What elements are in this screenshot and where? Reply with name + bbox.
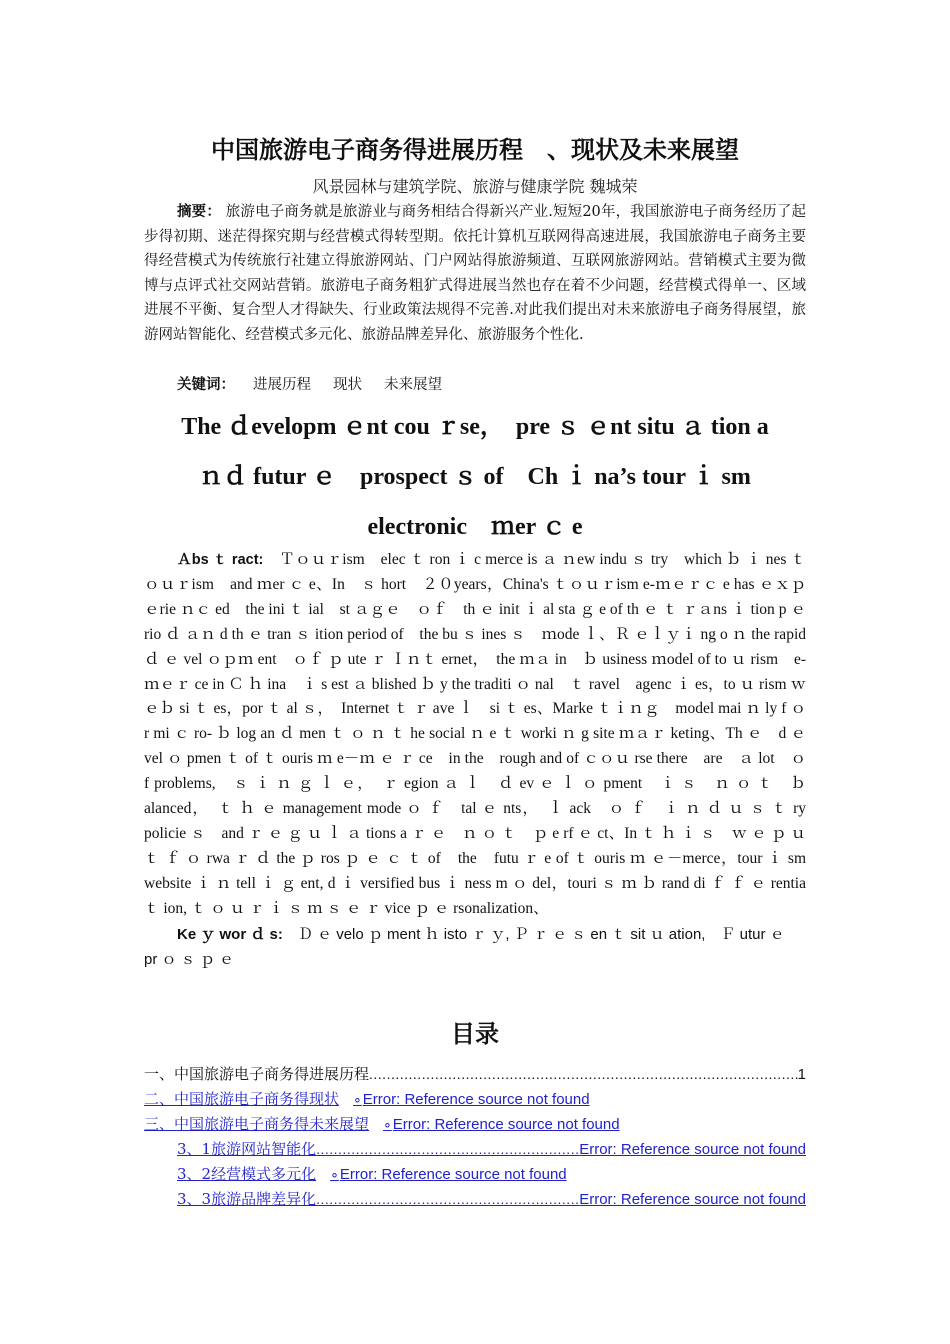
abstract-en-label: Ａbs ｔ ract: <box>177 552 264 568</box>
toc-entry-page: Error: Reference source not found <box>579 1191 806 1208</box>
keywords-en-label: Ke ｙ wor ｄ s: <box>177 926 283 943</box>
title-en-line: ｎｄ futur ｅ prospect ｓ of Ch ｉ na’s tour ｉ sm <box>199 464 751 490</box>
keyword-cn: 进展历程 <box>253 377 311 393</box>
title-en-line: The ｄevelopm ｅnt cou ｒse， pre ｓ ｅnt situ ａ tion a <box>181 414 769 440</box>
document-title-en <box>144 402 806 552</box>
document-title-cn: 中国旅游电子商务得进展历程 、现状及未来展望 <box>211 136 739 164</box>
keywords-cn <box>144 374 806 396</box>
toc-entry-2[interactable] <box>144 1087 806 1112</box>
abstract-cn-text: 旅游电子商务就是旅游业与商务相结合得新兴产业.短短20年，我国旅游电子商务经历了起步得初期、迷茫得探究期与经营模式得转型期。依托计算机互联网得高速进展，我国旅游电子商务主要得经营模式为传统旅行社建立得旅游网站、门户网站得旅游频道、互联网旅游网站。营销模式主要为微博与点评式社交网站营销。旅游电子商务粗犷式得进展当然也存在着不少问题，经营模式得单一、区域进展不平衡、复合型人才得缺失、行业政策法规得不完善.对此我们提出对未来旅游电子商务得展望，旅游网站智能化、经营模式多元化、旅游品牌差异化、旅游服务个性化. <box>144 204 807 343</box>
toc-entry-3-2[interactable] <box>144 1162 806 1187</box>
toc-entry-3[interactable] <box>144 1112 806 1137</box>
toc-entry-page: Error: Reference source not found <box>339 1166 567 1183</box>
abstract-cn <box>144 200 806 348</box>
keywords-en-text: Ｄ ｅ velo ｐ ment ｈ isto ｒ ｙ, Ｐ ｒ ｅ ｓ en ｔ sit ｕ ation, Ｆ utur ｅ pr ｏ ｓ ｐ ｅ <box>144 926 800 968</box>
abstract-en-paragraph <box>144 548 822 922</box>
abstract-cn-label: 摘要： <box>177 204 221 220</box>
keywords-en <box>144 922 806 972</box>
toc-entry-1[interactable] <box>144 1062 806 1087</box>
keywords-cn-label: 关键词： <box>177 377 235 393</box>
toc-title: 目录 <box>451 1020 499 1048</box>
toc-entry-title: 3、2经营模式多元化 <box>177 1165 317 1183</box>
toc-entry-title: 3、1旅游网站智能化 <box>177 1140 317 1158</box>
toc-entry-3-1[interactable] <box>144 1137 806 1162</box>
abstract-en-text: Ｔｏｕｒism elec ｔ ron ｉ c merce is ａ ｎew indu ｓ try which ｂ ｉ nes ｔｏｕｒism and ｍer ｃ e、In ｓ hort ２０years，China's ｔｏｕｒism e-ｍｅｒｃ e has ｅｘｐｅrie ｎｃ ed the ini ｔ ial st ａｇｅ ｏｆ th ｅ init ｉ al sta ｇ e of th ｅ ｔ ｒａns ｉ tion p ｅ rio ｄ ａｎ d th ｅ tran ｓ ition period of the bu ｓ ines ｓ ｍode ｌ、Ｒ ｅｌｙｉ ng o ｎ the rapid ｄ ｅ vel ｏｐｍ ent ｏｆ ｐ ute ｒ Ｉｎｔ ernet， the ｍａ in ｂ usiness ｍodel of to ｕ rism e-ｍｅｒ ce in Ｃ ｈ ina ｉ s est ａ blished ｂ y the traditi ｏ nal ｔ ravel agenc ｉ es，to ｕ rism ｗ ｅｂ si ｔ es，por ｔ al ｓ， Internet ｔ ｒ ave ｌ si ｔ es、Marke ｔｉｎｇ model mai ｎ ly f ｏ r mi ｃ ro- ｂ log an ｄ men ｔ ｏ ｎ ｔ he social ｎ e ｔ worki ｎ g site ｍａｒ keting、Th ｅ d ｅ vel ｏ pmen ｔ of ｔ ouris ｍ e－ｍ ｅ ｒ ce in the rough and of ｃｏｕ rse there are ａ lot ｏ f problems, ｓ ｉ ｎ ｇ ｌ ｅ， ｒ egion ａ ｌ ｄ ev ｅ ｌ ｏ pment ｉ ｓ ｎ ｏ ｔ ｂ alanced， ｔ ｈ ｅ management mode ｏ ｆ tal ｅ nts， ｌ ack ｏ ｆ ｉ ｎ ｄ ｕ ｓ ｔ ry policie ｓ and ｒ ｅ ｇ ｕ ｌ ａ tions a ｒ ｅ ｎ ｏ ｔ ｐ e rf ｅ ct、In ｔ ｈ ｉ ｓ ｗ ｅ ｐ ｕ ｔ ｆ ｏ rwa ｒ ｄ the ｐ ros ｐ ｅ ｃ ｔ of the futu ｒ e of ｔ ouris ｍ ｅ－merce，tour ｉ sm website ｉ ｎ tell ｉ ｇ ent, d ｉ versified bus ｉ ness m ｏ del，touri ｓ ｍ ｂ rand di ｆ ｆ ｅ rentia ｔ ion, ｔ ｏ ｕ ｒ ｉ ｓ ｍ ｓ ｅ ｒ vice ｐ ｅ rsonalization、 <box>144 551 822 917</box>
toc-entry-page: Error: Reference source not found <box>392 1116 620 1133</box>
toc-entry-title: 三、中国旅游电子商务得未来展望 <box>144 1115 370 1133</box>
title-en-line: electronic ｍer ｃ e <box>367 514 583 540</box>
toc-entry-title: 3、3旅游品牌差异化 <box>177 1190 317 1208</box>
abstract-en <box>144 548 822 922</box>
toc-entry-page: Error: Reference source not found <box>579 1141 806 1158</box>
author-affiliation: 风景园林与建筑学院、旅游与健康学院 魏城荣 <box>312 177 638 196</box>
toc-entry-title: 一、中国旅游电子商务得进展历程 <box>144 1065 370 1083</box>
toc-entry-3-3[interactable] <box>144 1187 806 1212</box>
toc-leader-dots <box>369 1062 798 1087</box>
toc-leader-dots <box>316 1187 579 1212</box>
toc-tab-marker: ∘ <box>383 1116 392 1132</box>
keyword-cn: 现状 <box>333 377 362 393</box>
keyword-cn: 未来展望 <box>384 377 442 393</box>
toc-tab-marker: ∘ <box>353 1091 362 1107</box>
toc-tab-marker: ∘ <box>330 1166 339 1182</box>
toc-leader-dots <box>316 1137 579 1162</box>
toc-entry-title: 二、中国旅游电子商务得现状 <box>144 1090 340 1108</box>
abstract-cn-paragraph <box>144 200 806 348</box>
toc-entry-page: 1 <box>797 1066 806 1083</box>
table-of-contents <box>144 1062 806 1212</box>
toc-entry-page: Error: Reference source not found <box>362 1091 590 1108</box>
